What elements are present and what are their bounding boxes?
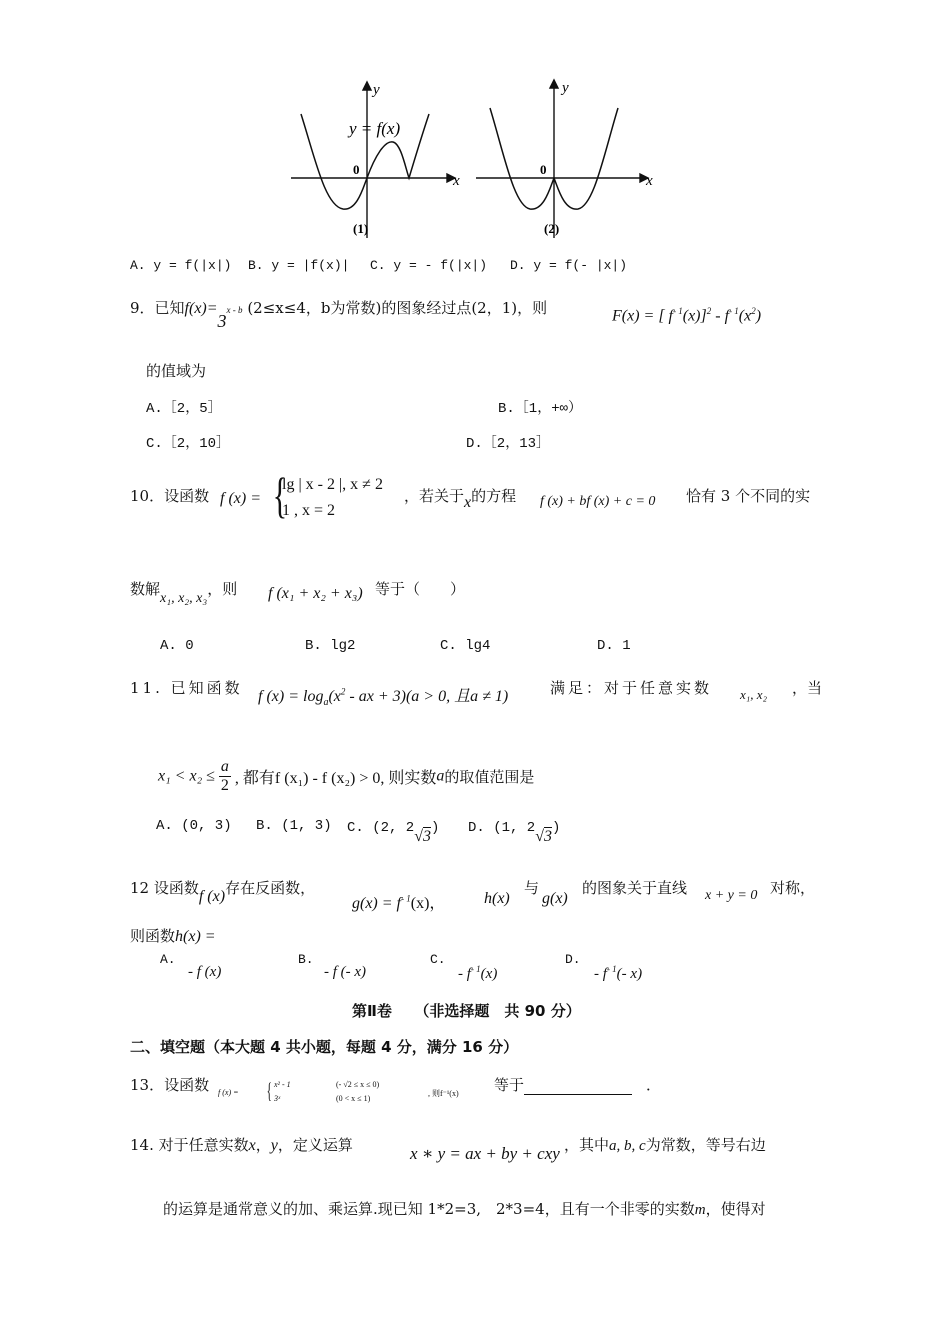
q10-stem: 10．设函数 (130, 487, 210, 505)
q12-line1: 12 设函数f (x)存在反函数， (130, 879, 316, 905)
q12-t2: 与 (524, 879, 540, 897)
graph2-caption: (2) (544, 221, 560, 236)
q12-line: x + y = 0 (705, 888, 758, 903)
q11-option-c: C. (2, 2√3) (347, 820, 440, 845)
q12-option-c-label: C. (430, 952, 446, 967)
q8-option-c: C. y = - f(|x|) (370, 258, 488, 273)
q14-operation: x ∗ y = ax + by + cxy (410, 1144, 560, 1163)
graph1-origin: 0 (353, 162, 360, 177)
q11-tail2: ，当 (792, 679, 823, 697)
q10-option-d: D. 1 (597, 638, 631, 654)
q11-option-d: D. (1, 2√3) (468, 820, 561, 845)
q12-option-b-label: B. (298, 952, 314, 967)
q11-condition: x₁ < x₂ ≤ $\frac{a}{2}$ , 都有f (x₁) - f (x₂) > 0, 则实数a的取值范围是 (158, 758, 535, 794)
q10-equation: f (x) + bf (x) + c = 0 (540, 494, 656, 509)
q10-line2: 数解x₁, x₂, x₃，则 (130, 580, 238, 606)
q9-condition: (2≤x≤4，b为常数)的图象经过点(2，1)，则 (247, 299, 548, 317)
q12-option-c: - $f^{- 1}(x)$ (458, 964, 498, 982)
q11-stem: 11. 已知函数 (130, 679, 243, 697)
q14-line1: 14. 对于任意实数x，y，定义运算 (130, 1136, 353, 1154)
q13-tail: 等于 (494, 1074, 632, 1095)
q10-option-b: B. lg2 (305, 638, 356, 654)
q12-option-a-label: A. (160, 952, 176, 967)
q11-option-b: B. (1, 3) (256, 818, 332, 834)
q13-stem: 13．设函数 (130, 1076, 210, 1094)
graph-1 (285, 78, 460, 243)
graph1-x-label: x (453, 173, 460, 189)
q9-F-expression: F(x) = [ $f^{- 1}(x)]^2 - f^{- 1}(x^2)$ (612, 306, 762, 325)
graph2-origin: 0 (540, 162, 547, 177)
q10-option-a: A. 0 (160, 638, 194, 654)
q10-expr: f (x₁ + x₂ + x₃) (268, 585, 363, 602)
q11-option-a: A. (0, 3) (156, 818, 232, 834)
q14-line2: 的运算是通常意义的加、乘运算.现已知 1*2=3, 2*3=4，且有一个非零的实数m，使得对 (163, 1200, 766, 1218)
q9-stem: 9．已知 (130, 299, 185, 317)
q12-gx3: g(x) (542, 890, 568, 907)
q9-exp: x - b (226, 305, 243, 315)
q10-tail2: 等于（ ） (375, 580, 466, 598)
q11-fraction: $\frac{a}{2}$ (220, 758, 229, 794)
q10-mid: ，若关于x的方程 (404, 487, 517, 511)
section2-title: 第Ⅱ卷 （非选择题 共 90 分） (352, 1002, 581, 1020)
q10-brace: { (272, 467, 288, 523)
graph1-y-label: y (373, 82, 380, 98)
q9-fx: f(x)= (184, 300, 218, 317)
q9-base: 3 (217, 311, 227, 331)
q12-line2: 则函数h(x) = (130, 927, 216, 945)
q10-option-c: C. lg4 (440, 638, 491, 654)
q12-gx: $g(x) = f^{- 1}(x)$， (352, 893, 446, 912)
q8-option-d: D. y = f(- |x|) (510, 258, 628, 273)
q9-stem2: 的值域为 (146, 362, 207, 380)
q12-option-d: - $f^{- 1}(-$ x) (594, 964, 643, 982)
q12-option-d-label: D. (565, 952, 581, 967)
q12-t4: 对称， (770, 879, 816, 897)
graph2-y-label: y (562, 80, 569, 96)
q12-t3: 的图象关于直线 (582, 879, 688, 897)
q13-answer-blank[interactable] (524, 1080, 632, 1095)
q12-option-a: - f (x) (188, 964, 222, 980)
q9-question (130, 297, 548, 331)
graph-2 (470, 78, 660, 243)
y-axis-arrow (363, 82, 371, 90)
q9-option-a: A.［2，5］ (146, 401, 222, 417)
q8-option-b: B. y = |f(x)| (248, 258, 350, 273)
q10-case2: 1 , x = 2 (282, 502, 336, 519)
y-axis-arrow (550, 80, 558, 88)
section2-subtitle: 二、填空题（本大题 4 共小题，每题 4 分，满分 16 分） (130, 1038, 519, 1056)
q10-case1: lg | x - 2 |, x ≠ 2 (282, 476, 383, 493)
q11-vars: x₁, x₂ (740, 687, 768, 702)
q10-fx: f (x) = (220, 490, 261, 507)
q9-option-c: C.［2，10］ (146, 436, 231, 452)
q8-option-a: A. y = f(|x|) (130, 258, 232, 273)
graph2-x-label: x (646, 173, 653, 189)
graph1-func-label: y = f(x) (349, 119, 401, 138)
q12-option-b: - f (- x) (324, 964, 367, 980)
q11-tail: 满足：对于任意实数 (550, 679, 713, 697)
q13-end: ． (646, 1076, 662, 1094)
q11-function: f $(x) = \log_a(x^2$ - ax + 3)(a > 0, 且a ≠ 1) (258, 686, 509, 709)
q9-option-d: D.［2，13］ (466, 436, 551, 452)
q9-option-b: B.［1，+∞） (498, 401, 583, 417)
graph1-caption: (1) (353, 221, 369, 236)
q14-line1-tail: ，其中a, b, c为常数，等号右边 (564, 1136, 766, 1154)
q12-hx: h(x) (484, 890, 510, 907)
q10-tail: 恰有 3 个不同的实 (686, 487, 811, 505)
